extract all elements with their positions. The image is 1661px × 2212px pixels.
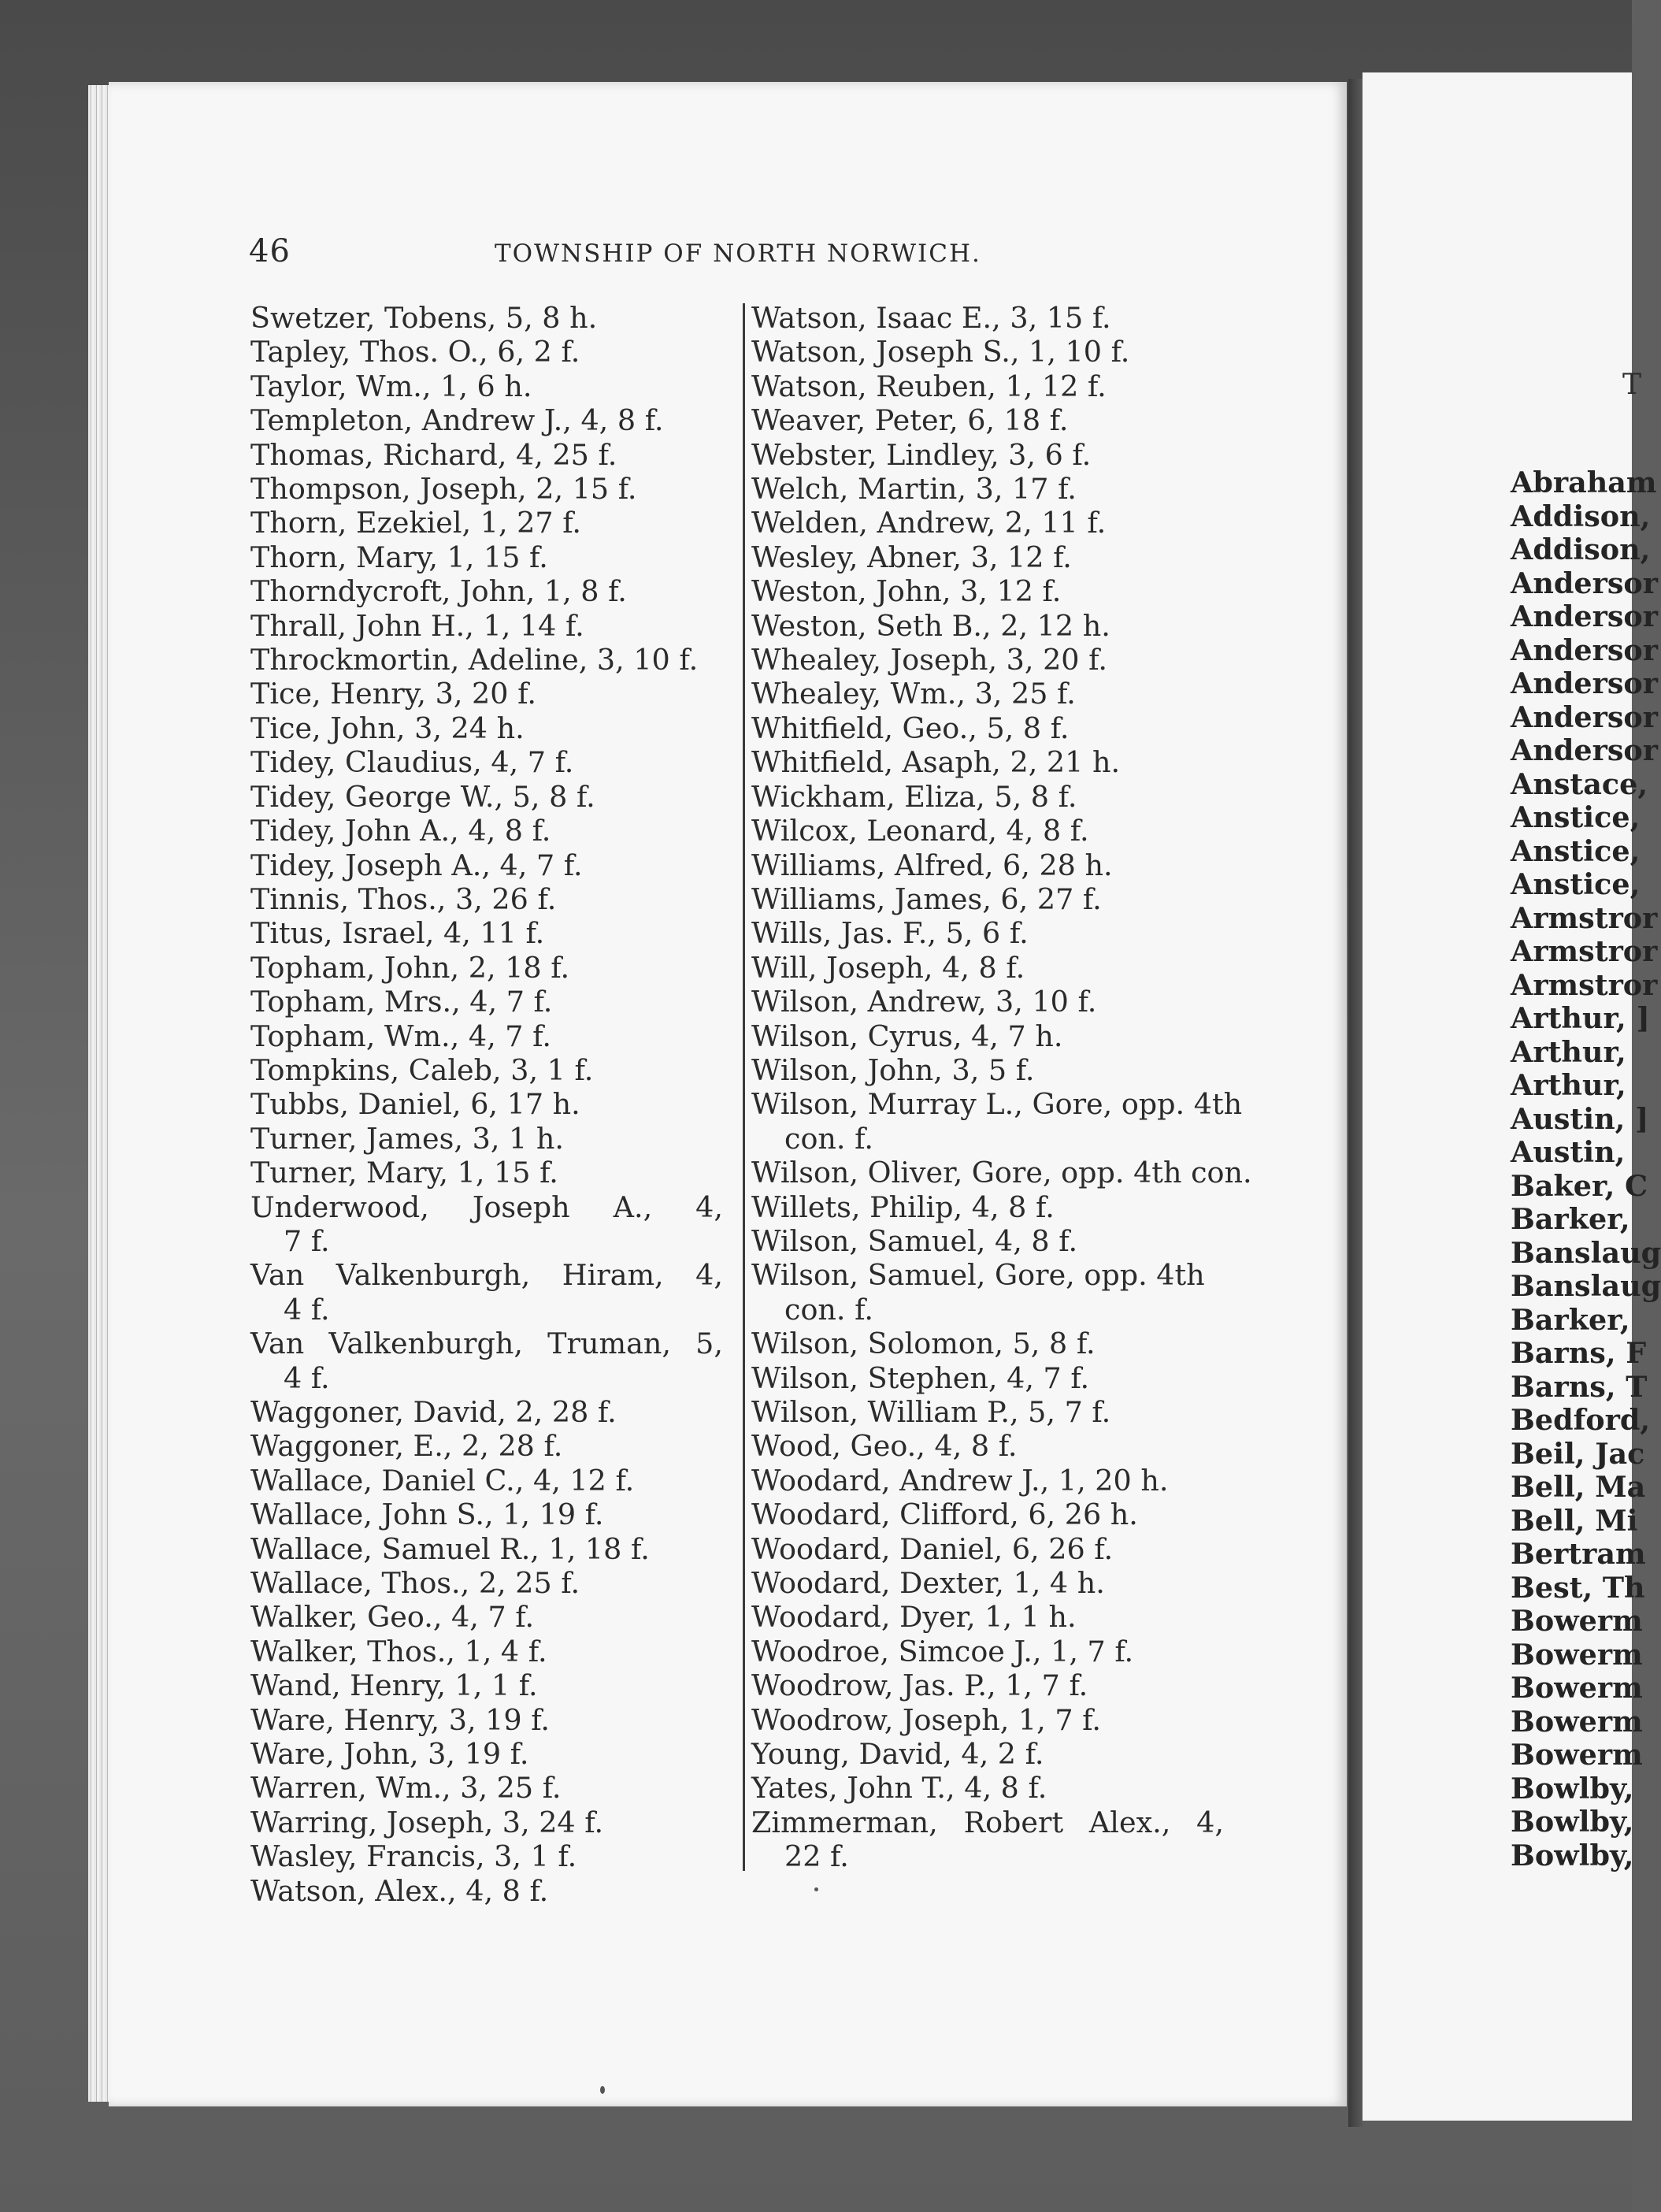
directory-entry: Tice, Henry, 3, 20 f.	[250, 677, 536, 711]
directory-entry-fragment: Bowlby,	[1511, 1805, 1634, 1839]
directory-entry: Willets, Philip, 4, 8 f.	[751, 1190, 1055, 1224]
directory-entry: Wilson, Cyrus, 4, 7 h.	[751, 1019, 1063, 1053]
directory-entry: Turner, Mary, 1, 15 f.	[250, 1156, 558, 1190]
directory-entry-fragment: Austin, ]	[1511, 1101, 1649, 1136]
directory-entry: Woodard, Clifford, 6, 26 h.	[751, 1498, 1138, 1532]
book-gutter	[1348, 79, 1363, 2127]
directory-entry-fragment: Andersor	[1511, 700, 1658, 734]
directory-entry: Welden, Andrew, 2, 11 f.	[751, 506, 1107, 540]
directory-entry-fragment: Bowerm	[1511, 1738, 1643, 1772]
directory-entry: Wilson, Samuel, 4, 8 f.	[751, 1223, 1078, 1258]
directory-entry: Zimmerman, Robert Alex., 4,	[751, 1805, 1224, 1839]
directory-entry-fragment: Barker,	[1511, 1202, 1630, 1236]
directory-entry: Wilson, Stephen, 4, 7 f.	[751, 1360, 1090, 1395]
directory-entry-fragment: Bell, Mi	[1511, 1503, 1638, 1538]
directory-entry: Walker, Thos., 1, 4 f.	[250, 1634, 547, 1668]
directory-entry-fragment: Andersor	[1511, 633, 1658, 667]
directory-entry: Thorndycroft, John, 1, 8 f.	[250, 574, 627, 609]
directory-entry: Tompkins, Caleb, 3, 1 f.	[250, 1052, 594, 1087]
directory-entry-fragment: Banslaug	[1511, 1269, 1661, 1303]
directory-entry-fragment: Addison,	[1511, 499, 1651, 533]
directory-entry: Williams, James, 6, 27 f.	[751, 881, 1102, 916]
directory-entry: Tapley, Thos. O., 6, 2 f.	[250, 335, 580, 369]
directory-entry: Waggoner, E., 2, 28 f.	[250, 1429, 563, 1464]
directory-entry: Tice, John, 3, 24 h.	[250, 711, 525, 745]
directory-entry-fragment: Baker, C	[1511, 1168, 1648, 1203]
directory-entry-fragment: Anstace,	[1511, 766, 1648, 801]
directory-entry: Woodard, Dyer, 1, 1 h.	[751, 1600, 1077, 1635]
directory-entry: Taylor, Wm., 1, 6 h.	[250, 369, 532, 403]
directory-entry: Wills, Jas. F., 5, 6 f.	[751, 916, 1029, 951]
directory-entry: Topham, John, 2, 18 f.	[250, 950, 570, 985]
directory-entry: 7 f.	[284, 1223, 330, 1258]
directory-entry-fragment: Arthur,	[1511, 1068, 1626, 1102]
right-page-header-fragment: T	[1622, 369, 1642, 401]
directory-entry: Wasley, Francis, 3, 1 f.	[250, 1839, 577, 1874]
directory-entry: Topham, Mrs., 4, 7 f.	[250, 985, 553, 1019]
directory-entry: Tidey, George W., 5, 8 f.	[250, 779, 595, 814]
directory-entry: Yates, John T., 4, 8 f.	[751, 1771, 1047, 1806]
directory-entry: Wesley, Abner, 3, 12 f.	[751, 540, 1072, 574]
directory-entry: Wilcox, Leonard, 4, 8 f.	[751, 814, 1089, 848]
directory-entry: Ware, Henry, 3, 19 f.	[250, 1702, 551, 1737]
directory-entry: Watson, Joseph S., 1, 10 f.	[751, 335, 1130, 369]
column-divider	[743, 303, 745, 1871]
directory-entry-fragment: Barns, T	[1511, 1369, 1648, 1404]
directory-entry: Walker, Geo., 4, 7 f.	[250, 1600, 535, 1635]
directory-entry: Wallace, Thos., 2, 25 f.	[250, 1565, 580, 1600]
directory-entry: Tidey, John A., 4, 8 f.	[250, 814, 551, 848]
directory-entry: Whealey, Joseph, 3, 20 f.	[751, 643, 1107, 677]
directory-entry: Wallace, John S., 1, 19 f.	[250, 1498, 604, 1532]
directory-entry-fragment: Andersor	[1511, 733, 1658, 767]
directory-entry: Welch, Martin, 3, 17 f.	[751, 472, 1077, 507]
directory-entry: Wilson, Solomon, 5, 8 f.	[751, 1327, 1096, 1361]
directory-entry: con. f.	[784, 1121, 873, 1156]
directory-entry: Woodroe, Simcoe J., 1, 7 f.	[751, 1634, 1134, 1668]
directory-entry: Tubbs, Daniel, 6, 17 h.	[250, 1087, 580, 1122]
directory-entry-fragment: Armstror	[1511, 967, 1658, 1002]
directory-entry: Tidey, Claudius, 4, 7 f.	[250, 745, 574, 780]
directory-entry: Thompson, Joseph, 2, 15 f.	[250, 472, 637, 507]
directory-entry: Tinnis, Thos., 3, 26 f.	[250, 881, 557, 916]
directory-entry-fragment: Banslaug	[1511, 1235, 1661, 1270]
directory-entry: Watson, Reuben, 1, 12 f.	[751, 369, 1107, 403]
directory-entry: Wilson, William P., 5, 7 f.	[751, 1395, 1111, 1429]
directory-entry-fragment: Bowlby,	[1511, 1771, 1634, 1806]
directory-entry-fragment: Andersor	[1511, 599, 1658, 633]
directory-entry: Van Valkenburgh, Truman, 5,	[250, 1327, 723, 1361]
print-speck	[814, 1887, 818, 1891]
directory-entry-fragment: Barker,	[1511, 1302, 1630, 1337]
directory-entry: Topham, Wm., 4, 7 f.	[250, 1019, 551, 1053]
directory-entry: Weston, John, 3, 12 f.	[751, 574, 1062, 609]
directory-entry: Wilson, Murray L., Gore, opp. 4th	[751, 1087, 1243, 1122]
directory-entry-fragment: Anstice,	[1511, 867, 1641, 901]
directory-entry-fragment: Austin,	[1511, 1135, 1626, 1169]
directory-entry: Thorn, Ezekiel, 1, 27 f.	[250, 506, 582, 540]
directory-entry-fragment: Abraham	[1511, 466, 1657, 499]
directory-entry-fragment: Barns, F	[1511, 1336, 1647, 1370]
page-title: TOWNSHIP OF NORTH NORWICH.	[495, 239, 981, 268]
directory-entry: Whitfield, Asaph, 2, 21 h.	[751, 745, 1121, 780]
directory-entry-fragment: Addison,	[1511, 533, 1651, 566]
directory-entry: Wilson, John, 3, 5 f.	[751, 1052, 1035, 1087]
directory-entry: Wood, Geo., 4, 8 f.	[751, 1429, 1018, 1464]
directory-entry: Templeton, Andrew J., 4, 8 f.	[250, 403, 664, 438]
directory-entry: Woodard, Andrew J., 1, 20 h.	[751, 1463, 1169, 1498]
directory-entry-fragment: Best, Th	[1511, 1570, 1645, 1605]
directory-entry: con. f.	[784, 1292, 873, 1327]
directory-entry: Woodrow, Joseph, 1, 7 f.	[751, 1702, 1101, 1737]
directory-entry-fragment: Bertram	[1511, 1537, 1646, 1571]
directory-entry: Thrall, John H., 1, 14 f.	[250, 608, 584, 643]
directory-entry: Warren, Wm., 3, 25 f.	[250, 1771, 562, 1806]
directory-entry-fragment: Anstice,	[1511, 833, 1641, 868]
directory-entry: Thorn, Mary, 1, 15 f.	[250, 540, 548, 574]
directory-entry: Wallace, Samuel R., 1, 18 f.	[250, 1531, 650, 1566]
right-page-column-fragment	[1511, 466, 1661, 1872]
directory-entry: Weaver, Peter, 6, 18 f.	[751, 403, 1069, 438]
directory-entry-fragment: Armstror	[1511, 934, 1658, 968]
directory-entry: Tidey, Joseph A., 4, 7 f.	[250, 848, 583, 882]
directory-entry: Young, David, 4, 2 f.	[751, 1737, 1044, 1772]
directory-entry-fragment: Bowerm	[1511, 1604, 1643, 1638]
directory-entry-fragment: Armstror	[1511, 900, 1658, 935]
directory-entry: Woodrow, Jas. P., 1, 7 f.	[751, 1668, 1088, 1703]
directory-entry: Whealey, Wm., 3, 25 f.	[751, 677, 1076, 711]
directory-entry: Waggoner, David, 2, 28 f.	[250, 1394, 617, 1429]
directory-entry-fragment: Bowerm	[1511, 1671, 1643, 1705]
directory-entry: Will, Joseph, 4, 8 f.	[751, 950, 1025, 985]
directory-entry: Wallace, Daniel C., 4, 12 f.	[250, 1463, 635, 1498]
print-speck	[600, 2086, 605, 2094]
directory-entry: Titus, Israel, 4, 11 f.	[250, 916, 545, 951]
directory-entry: Wilson, Andrew, 3, 10 f.	[751, 985, 1097, 1019]
directory-entry-fragment: Arthur,	[1511, 1034, 1626, 1069]
directory-entry: Webster, Lindley, 3, 6 f.	[751, 437, 1092, 472]
directory-entry: Ware, John, 3, 19 f.	[250, 1737, 529, 1772]
directory-entry: Wand, Henry, 1, 1 f.	[250, 1668, 538, 1703]
directory-entry: Woodard, Dexter, 1, 4 h.	[751, 1566, 1105, 1601]
directory-entry: Williams, Alfred, 6, 28 h.	[751, 848, 1113, 882]
directory-entry-fragment: Bowerm	[1511, 1704, 1643, 1739]
page-number: 46	[249, 233, 291, 269]
directory-entry: Wilson, Oliver, Gore, opp. 4th con.	[751, 1156, 1252, 1190]
directory-entry: Van Valkenburgh, Hiram, 4,	[250, 1258, 723, 1293]
directory-entry: Underwood, Joseph A., 4,	[250, 1190, 723, 1224]
directory-entry: 4 f.	[284, 1360, 330, 1395]
directory-entry-fragment: Andersor	[1511, 566, 1658, 600]
directory-entry-fragment: Bell, Ma	[1511, 1470, 1646, 1504]
directory-entry: Woodard, Daniel, 6, 26 f.	[751, 1531, 1114, 1566]
directory-column-2	[751, 301, 1252, 1874]
directory-entry: Wilson, Samuel, Gore, opp. 4th	[751, 1258, 1205, 1293]
directory-entry: Watson, Alex., 4, 8 f.	[250, 1873, 549, 1908]
directory-entry-fragment: Bedford,	[1511, 1403, 1651, 1437]
directory-entry: 22 f.	[784, 1839, 849, 1874]
directory-entry: Swetzer, Tobens, 5, 8 h.	[250, 301, 598, 335]
directory-entry: Throckmortin, Adeline, 3, 10 f.	[250, 643, 699, 677]
directory-entry-fragment: Andersor	[1511, 666, 1658, 700]
directory-entry: Wickham, Eliza, 5, 8 f.	[751, 779, 1077, 814]
directory-entry: Warring, Joseph, 3, 24 f.	[250, 1805, 604, 1839]
directory-entry: Watson, Isaac E., 3, 15 f.	[751, 301, 1111, 335]
directory-entry-fragment: Bowlby,	[1511, 1838, 1634, 1872]
directory-entry-fragment: Anstice,	[1511, 800, 1641, 834]
directory-entry: 4 f.	[284, 1292, 330, 1327]
directory-entry-fragment: Beil, Jac	[1511, 1436, 1645, 1471]
directory-entry: Turner, James, 3, 1 h.	[250, 1121, 564, 1156]
directory-entry-fragment: Bowerm	[1511, 1637, 1643, 1672]
directory-entry: Thomas, Richard, 4, 25 f.	[250, 437, 617, 472]
directory-entry: Whitfield, Geo., 5, 8 f.	[751, 711, 1070, 745]
directory-entry-fragment: Arthur, ]	[1511, 1001, 1650, 1035]
directory-entry: Weston, Seth B., 2, 12 h.	[751, 608, 1110, 643]
directory-column-1	[250, 301, 727, 1908]
